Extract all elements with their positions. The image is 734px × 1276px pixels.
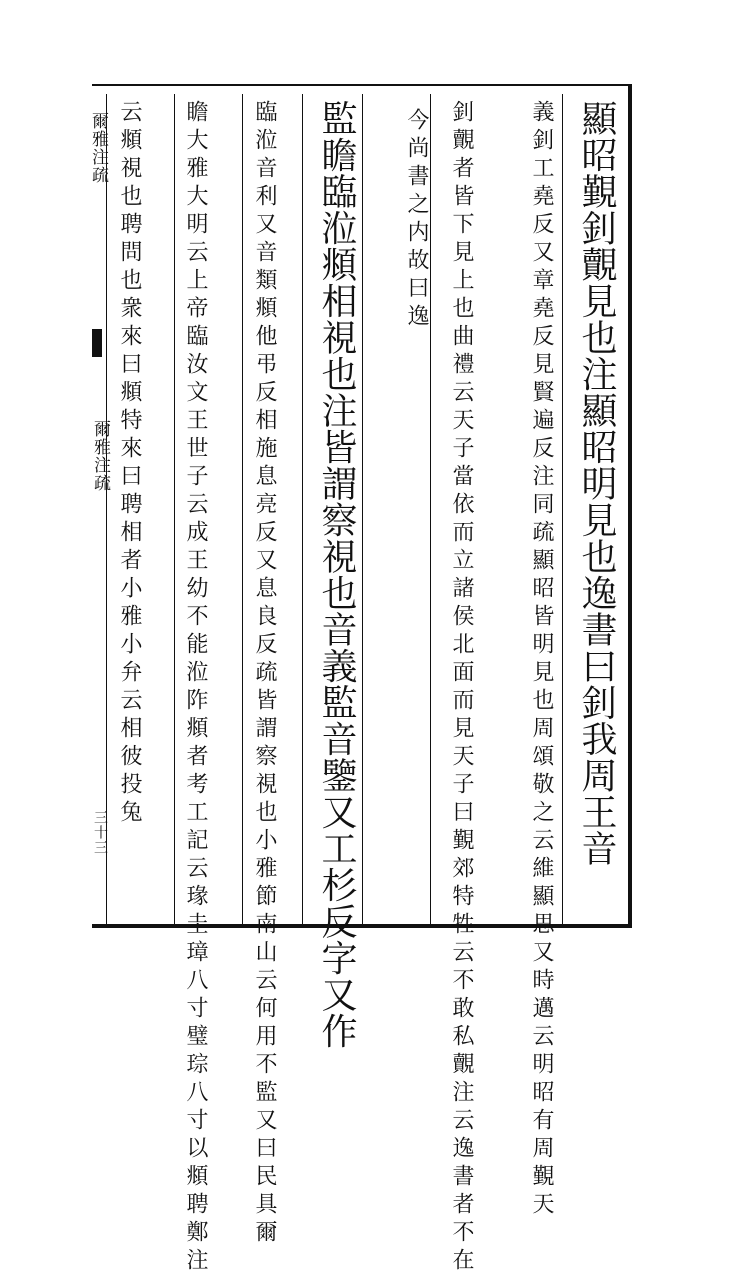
- text-column-1: 顯昭覲釗覿見也注顯昭明見也逸書曰釗我周王音: [576, 100, 617, 867]
- column-divider: [362, 94, 363, 924]
- text-column-7: 瞻大雅大明云上帝臨汝文王世子云成王幼不能涖阼頫者考工記云瑑圭璋八寸璧琮八寸以頫聘鄭注: [183, 100, 208, 1276]
- fold-title: 爾雅注疏: [88, 112, 108, 184]
- column-divider: [430, 94, 431, 924]
- text-column-3: 釗覿者皆下見上也曲禮云天子當依而立諸侯北面而見天子曰覲郊特牲云不敢私覿注云逸書者不在: [449, 100, 474, 1276]
- frame-right-rule: [628, 84, 632, 928]
- column-divider: [302, 94, 303, 924]
- page-number: 三十三: [92, 810, 108, 855]
- fold-mark: [92, 329, 102, 357]
- frame-top-rule: [92, 84, 632, 86]
- column-divider: [242, 94, 243, 924]
- text-column-2: 義釗工堯反又章堯反見賢遍反注同疏顯昭皆明見也周頌敬之云維顯思又時邁云明昭有周覲天: [529, 100, 554, 1220]
- text-column-8: 云頫視也聘問也衆來曰頫特來曰聘相者小雅小弁云相彼投兔: [117, 100, 142, 828]
- text-column-4: 今尚書之内故曰逸: [404, 108, 429, 332]
- fold-side-label: 爾雅注疏: [90, 420, 110, 492]
- text-column-5: 監瞻臨涖頫相視也注皆謂察視也音義監音鑒又工杉反字又作: [316, 100, 357, 1049]
- column-divider: [174, 94, 175, 924]
- text-column-6: 臨涖音利又音類頫他弔反相施息亮反又息良反疏皆謂察視也小雅節南山云何用不監又曰民具爾: [252, 100, 277, 1248]
- column-divider: [562, 94, 563, 924]
- column-divider: [106, 94, 107, 924]
